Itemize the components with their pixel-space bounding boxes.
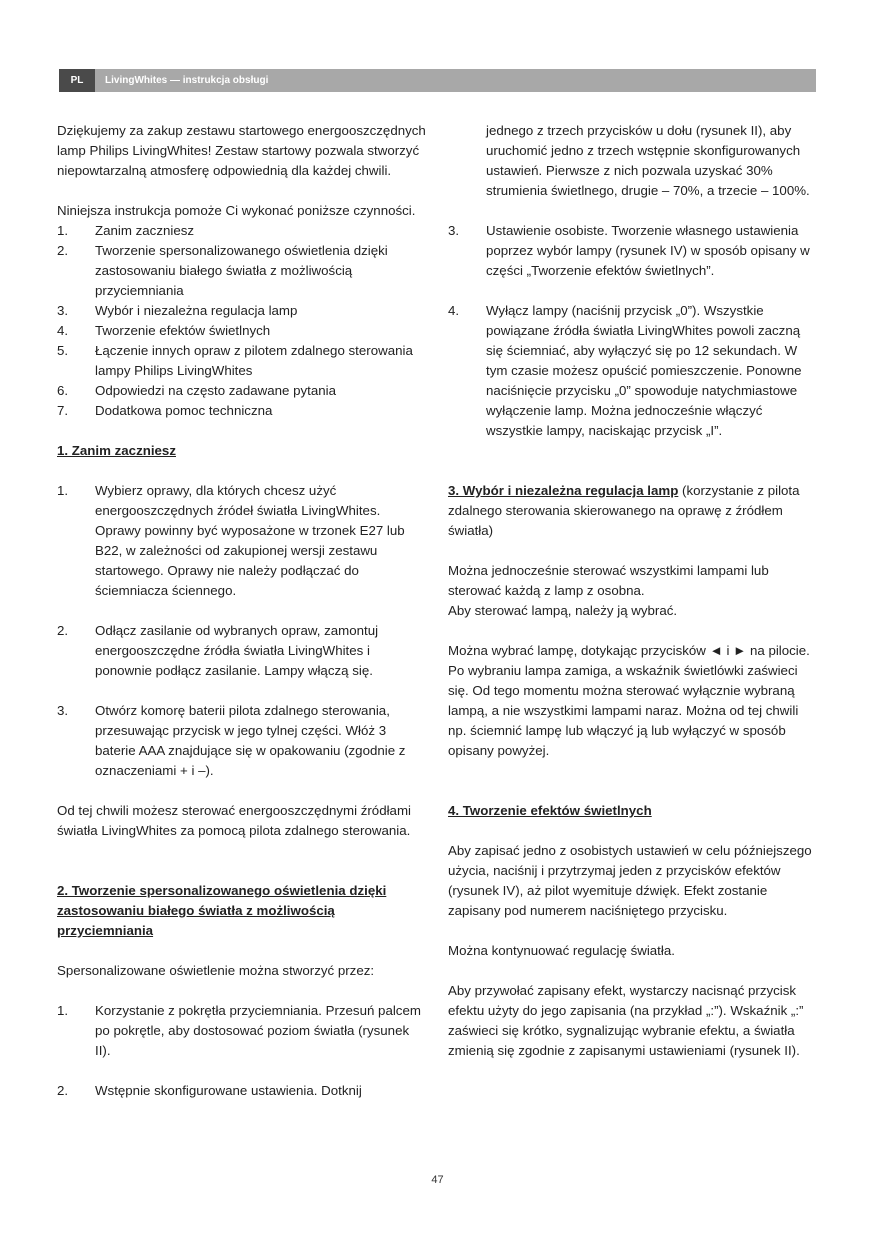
intro-paragraph: Dziękujemy za zakup zestawu startowego energooszczędnych lamp Philips LivingWhites! Zestaw startowy pozwala stworzyć niepowtarzalną atmosferę odpowiednią dla każdej chwili.: [57, 123, 426, 178]
header-title: LivingWhites — instrukcja obsługi: [105, 75, 269, 86]
toc-item: 1. Zanim zaczniesz: [57, 223, 195, 238]
guide-paragraph: Niniejsza instrukcja pomoże Ci wykonać poniższe czynności.: [57, 203, 416, 218]
left-column: [57, 121, 427, 1101]
section-3-heading: 3. Wybór i niezależna regulacja lamp: [448, 483, 679, 498]
step-continuation: jednego z trzech przycisków u dołu (rysunek II), aby uruchomić jedno z trzech wstępnie skonfigurowanych ustawień. Pierwsze z nich pozwala uzyskać 30% strumienia świetlnego, drugie – 70%, a trzecie – 100%.: [486, 123, 810, 198]
section-2-heading: 2. Tworzenie spersonalizowanego oświetlenia dzięki zastosowaniu białego światła z możliwością przyciemniania: [57, 883, 387, 938]
paragraph: Aby sterować lampą, należy ją wybrać.: [448, 603, 678, 618]
step-item: 1. Wybierz oprawy, dla których chcesz użyć energooszczędnych źródeł światła LivingWhites. Oprawy powinny być wyposażone w trzonek E27 lub B22, w zależności od zakupionej wersji zestawu startowego. Oprawy nie należy podłączać do ściemniacza ściennego.: [57, 483, 405, 598]
after-steps-paragraph: Od tej chwili możesz sterować energooszczędnymi źródłami światła LivingWhites za pomocą pilota zdalnego sterowania.: [57, 803, 411, 838]
toc-item: 4. Tworzenie efektów świetlnych: [57, 323, 271, 338]
step-item: 2. Wstępnie skonfigurowane ustawienia. Dotknij: [57, 1083, 362, 1098]
toc-item: 2. Tworzenie spersonalizowanego oświetlenia dzięki zastosowaniu białego światła z możliwością przyciemniania: [57, 243, 388, 298]
language-tag: PL: [59, 69, 95, 92]
section-2-intro: Spersonalizowane oświetlenie można stworzyć przez:: [57, 963, 375, 978]
paragraph: Można jednocześnie sterować wszystkimi lampami lub sterować każdą z lamp z osobna.: [448, 563, 769, 598]
page-number: 47: [431, 1174, 444, 1186]
step-item: 3. Ustawienie osobiste. Tworzenie własnego ustawienia poprzez wybór lampy (rysunek IV) w sposób opisany w części „Tworzenie efektów świetlnych”.: [448, 223, 810, 278]
paragraph: Można wybrać lampę, dotykając przycisków ◄ i ► na pilocie. Po wybraniu lampa zamiga, a wskaźnik świetlówki zaświeci się. Od tego momentu można sterować wyłącznie wybraną lampą, a nie wszystkimi lampami naraz. Można od tej chwili np. ściemnić lampę lub włączyć ją lub wyłączyć w sposób opisany powyżej.: [448, 643, 810, 758]
section-4-heading: 4. Tworzenie efektów świetlnych: [448, 803, 652, 818]
toc-list: [57, 221, 427, 421]
paragraph: Można kontynuować regulację światła.: [448, 943, 675, 958]
toc-item: 3. Wybór i niezależna regulacja lamp: [57, 303, 298, 318]
step-item: 2. Odłącz zasilanie od wybranych opraw, zamontuj energooszczędne źródła światła LivingWhites i ponownie podłącz zasilanie. Lampy włączą się.: [57, 623, 379, 678]
step-item: 3. Otwórz komorę baterii pilota zdalnego sterowania, przesuwając przycisk w jego tylnej części. Włóż 3 baterie AAA znajdujące się w opakowaniu (zgodnie z oznaczeniami + i –).: [57, 703, 406, 778]
section-1-heading: 1. Zanim zaczniesz: [57, 443, 176, 458]
paragraph: Aby zapisać jedno z osobistych ustawień w celu późniejszego użycia, naciśnij i przytrzymaj jeden z przycisków efektów (rysunek IV), aż pilot wyemituje dźwięk. Efekt zostanie zapisany pod numerem naciśniętego przycisku.: [448, 843, 812, 918]
toc-item: 5. Łączenie innych opraw z pilotem zdalnego sterowania lampy Philips LivingWhites: [57, 343, 413, 378]
toc-item: 6. Odpowiedzi na często zadawane pytania: [57, 383, 336, 398]
section-3-heading-paragraph: 3. Wybór i niezależna regulacja lamp (korzystanie z pilota zdalnego sterowania skierowanego na oprawę z źródłem światła): [448, 483, 800, 538]
paragraph: Aby przywołać zapisany efekt, wystarczy nacisnąć przycisk efektu użyty do jego zapisania (na przykład „:”). Wskaźnik „:” zaświeci się krótko, sygnalizując wybranie efektu, a światła zmienią się zgodnie z zapisanymi ustawieniami (rysunek II).: [448, 983, 804, 1058]
step-item: 4. Wyłącz lampy (naciśnij przycisk „0”). Wszystkie powiązane źródła światła LivingWhites powoli zaczną się ściemniać, aby wyłączyć się po 12 sekundach. W tym czasie możesz opuścić pomieszczenie. Ponowne naciśnięcie przycisku „0” spowoduje natychmiastowe wyłączenie lamp. Można jednocześnie włączyć wszystkie lampy, naciskając przycisk „I”.: [448, 303, 802, 438]
step-item: 1. Korzystanie z pokrętła przyciemniania. Przesuń palcem po pokrętle, aby dostosować poziom światła (rysunek II).: [57, 1003, 421, 1058]
page-header: [59, 69, 816, 92]
toc-item: 7. Dodatkowa pomoc techniczna: [57, 403, 273, 418]
right-column: [448, 121, 820, 1061]
